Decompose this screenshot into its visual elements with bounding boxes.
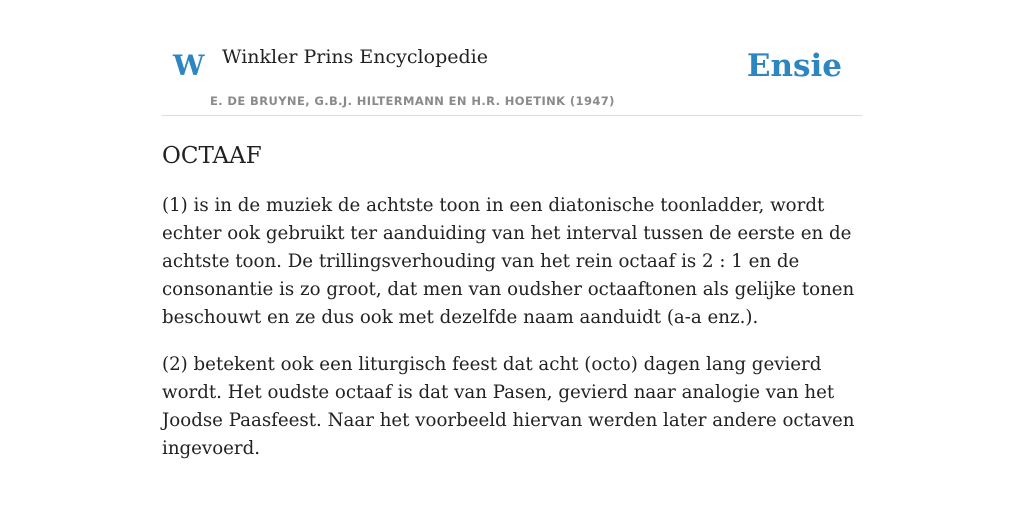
entry-title: OCTAAF (162, 143, 262, 169)
source-title[interactable]: Winkler Prins Encyclopedie (222, 46, 488, 68)
entry-paragraph-1: (1) is in de muziek de achtste toon in een diatonische toonladder, wordt echter ook gebruikt ter aanduiding van het interval tussen de eerste en de achtste toon. De trillingsverhouding van het rein octaaf is 2 : 1 en de consonantie is zo groot, dat men van oudsher octaaftonen als gelijke tonen beschouwt en ze dus ook met dezelfde naam aanduidt (a-a enz.). (162, 194, 855, 328)
source-header (162, 0, 862, 116)
page-container (162, 0, 862, 463)
entry-paragraph-2: (2) betekent ook een liturgisch feest dat acht (octo) dagen lang gevierd wordt. Het oudste octaaf is dat van Pasen, gevierd naar analogie van het Joodse Paasfeest. Naar het voorbeeld hiervan werden later andere octaven ingevoerd. (162, 353, 855, 459)
source-authors: E. DE BRUYNE, G.B.J. HILTERMANN EN H.R. HOETINK (1947) (210, 94, 615, 108)
winkler-prins-logo[interactable]: W (173, 49, 205, 82)
ensie-brand-link[interactable]: Ensie (746, 48, 842, 84)
